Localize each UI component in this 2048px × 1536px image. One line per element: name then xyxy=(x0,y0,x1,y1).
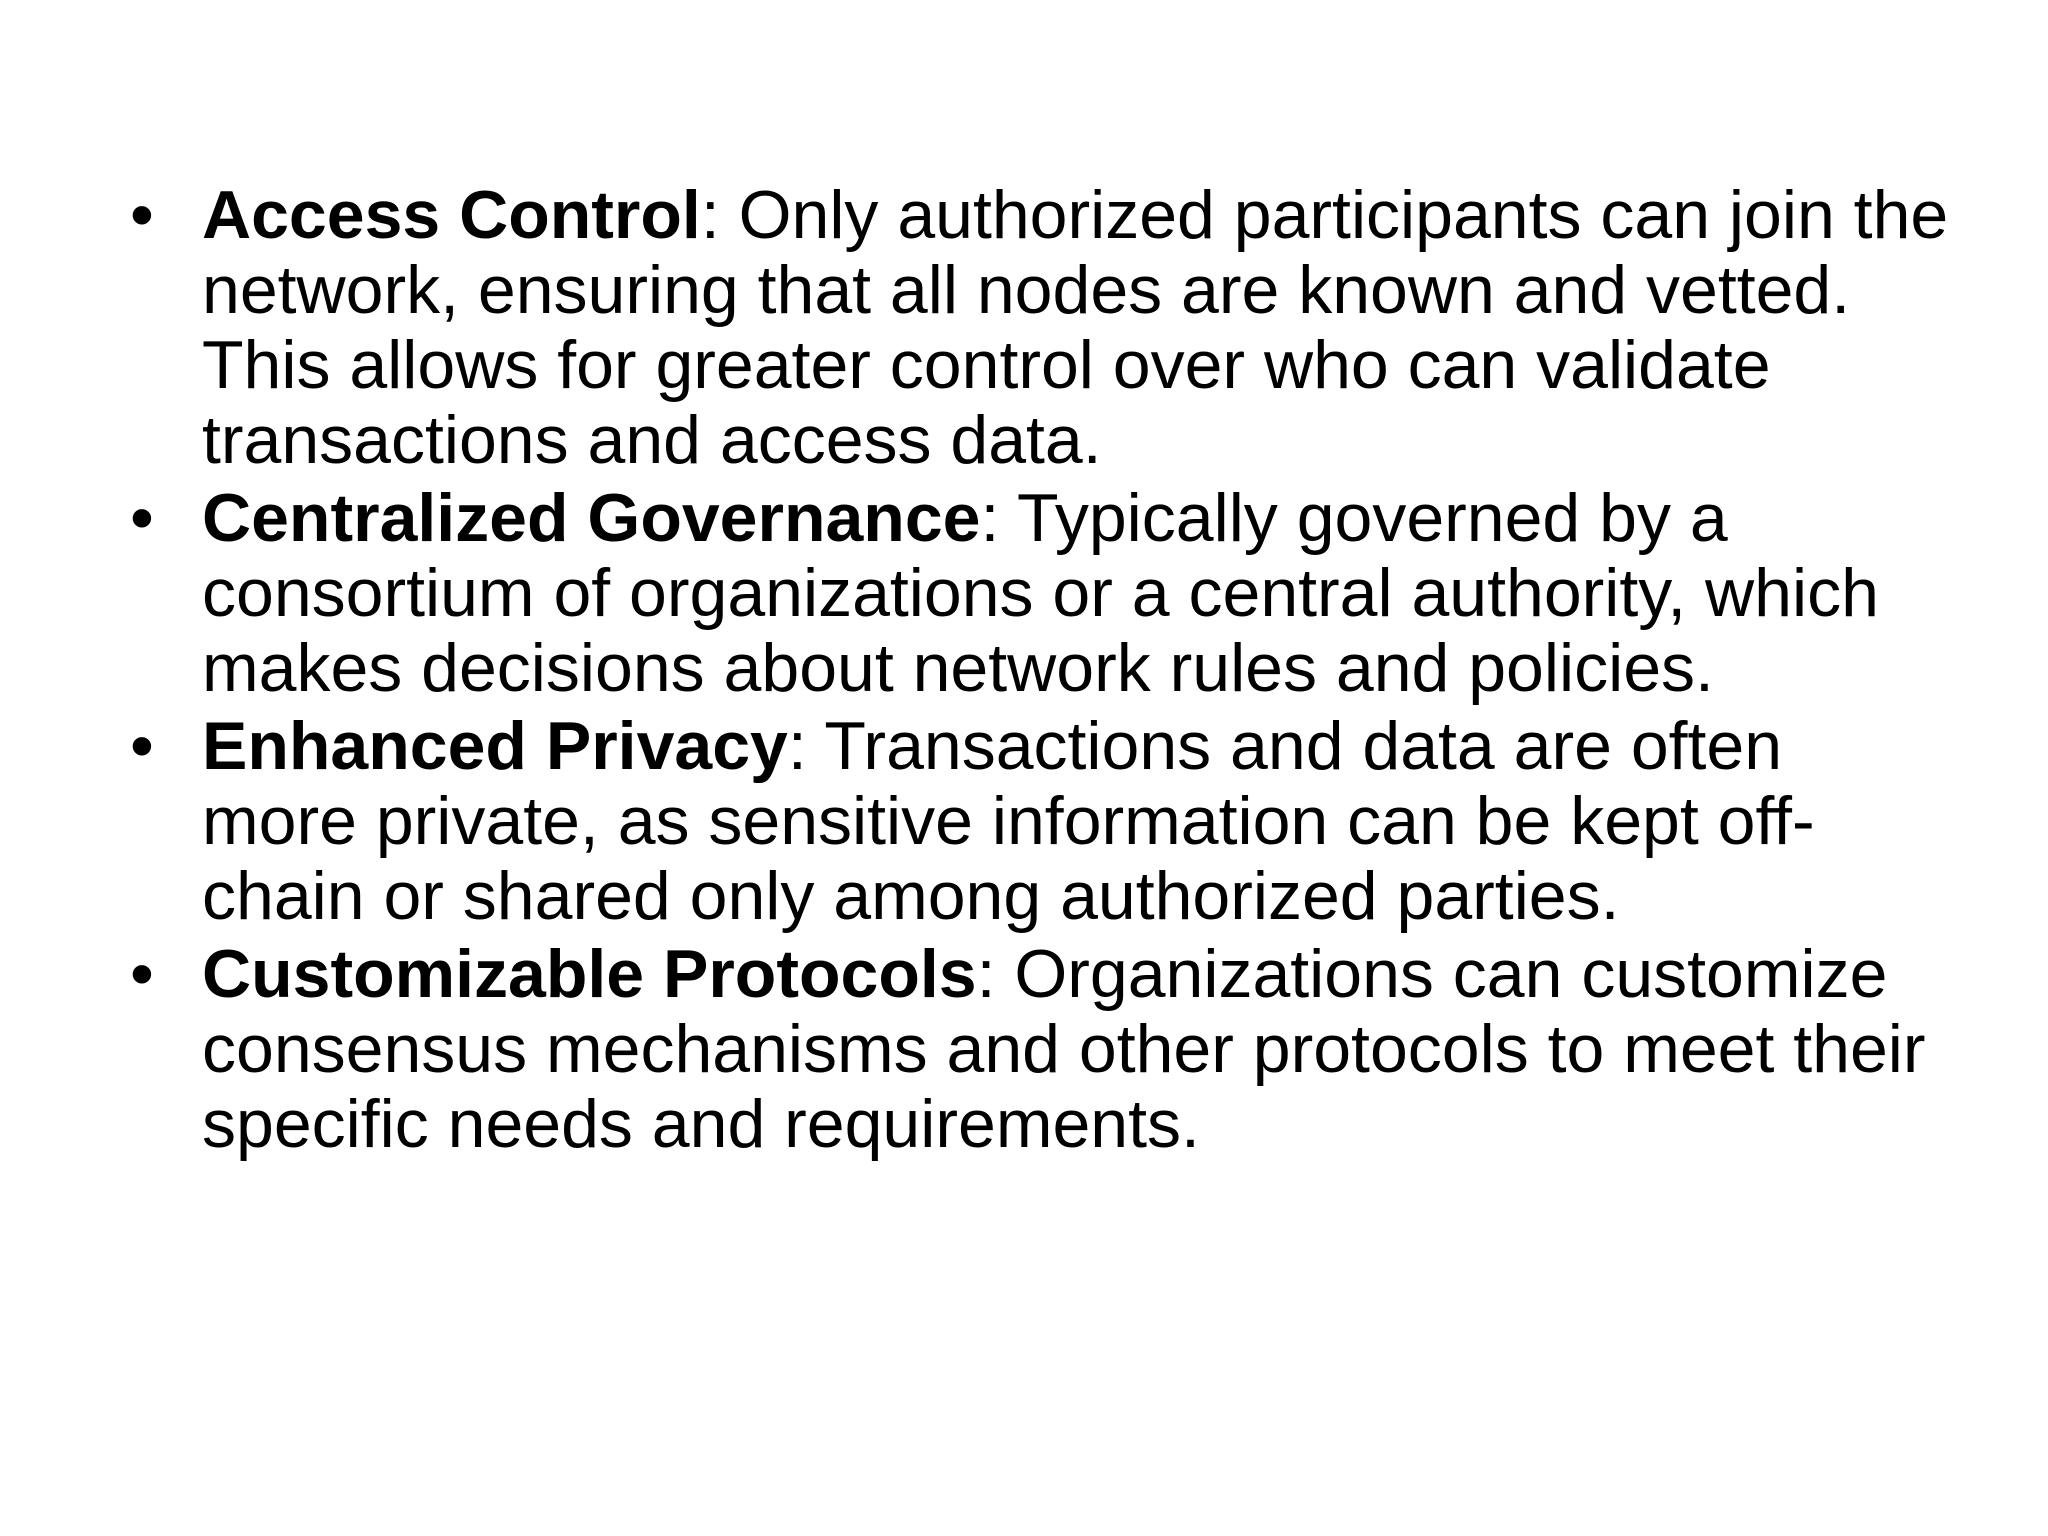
bullet-icon: • xyxy=(130,708,154,784)
bullet-list xyxy=(130,178,1950,1165)
bullet-customizable-protocols xyxy=(130,937,1950,1162)
bullet-access-control xyxy=(130,178,1950,478)
bullet-separator: : xyxy=(787,708,807,784)
bullet-centralized-governance xyxy=(130,481,1950,706)
bullet-icon: • xyxy=(130,480,154,556)
bullet-text: Transactions and data are often more private, as sensitive information can be kept off-chain or shared only among authorized parties. xyxy=(202,708,1815,934)
bullet-term: Enhanced Privacy xyxy=(202,708,788,784)
bullet-term: Access Control xyxy=(202,177,701,253)
bullet-icon: • xyxy=(130,936,154,1012)
bullet-separator: : xyxy=(976,936,996,1012)
bullet-term: Customizable Protocols xyxy=(202,936,977,1012)
bullet-icon: • xyxy=(130,177,154,253)
bullet-term: Centralized Governance xyxy=(202,480,981,556)
bullet-enhanced-privacy xyxy=(130,709,1950,934)
bullet-text: Typically governed by a consortium of organizations or a central authority, which makes decisions about network rules and policies. xyxy=(202,480,1879,706)
bullet-separator: : xyxy=(700,177,720,253)
bullet-text: Organizations can customize consensus mechanisms and other protocols to meet their specific needs and requirements. xyxy=(202,936,1926,1162)
bullet-separator: : xyxy=(980,480,1000,556)
bullet-text: Only authorized participants can join the network, ensuring that all nodes are known and vetted. This allows for greater control over who can validate transactions and access data. xyxy=(202,177,1949,478)
